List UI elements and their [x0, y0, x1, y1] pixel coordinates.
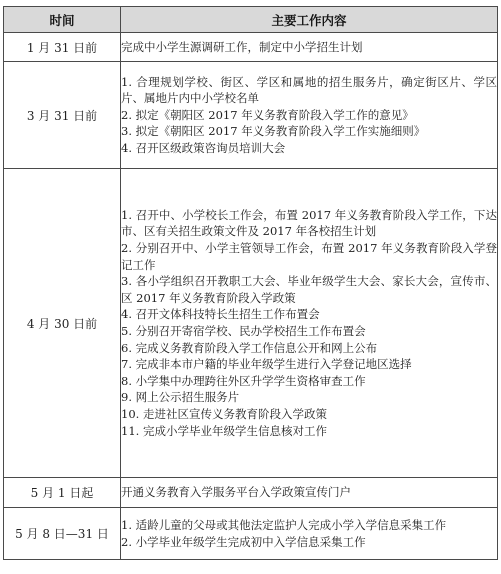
- work-item: 1. 召开中、小学校长工作会，布置 2017 年义务教育阶段入学工作，下达市、区有关招生政策文件及 2017 年各校招生计划: [121, 207, 497, 239]
- row-content: [121, 33, 498, 62]
- work-item: 6. 完成义务教育阶段入学工作信息公开和网上公布: [121, 340, 378, 355]
- work-item: 9. 网上公示招生服务片: [121, 390, 240, 405]
- work-item: 8. 小学集中办理跨往外区升学学生资格审查工作: [121, 373, 366, 388]
- row-content: [121, 478, 498, 508]
- work-item: 2. 拟定《朝阳区 2017 年义务教育阶段入学工作的意见》: [121, 107, 414, 122]
- work-item: 7. 完成非本市户籍的毕业年级学生进行入学登记地区选择: [121, 357, 412, 372]
- table-body: [4, 33, 498, 560]
- enrollment-schedule-table: [3, 6, 498, 560]
- work-item: 11. 完成小学毕业年级学生信息核对工作: [121, 423, 327, 438]
- work-item: 2. 分别召开中、小学主管领导工作会，布置 2017 年义务教育阶段入学登记工作: [121, 241, 497, 272]
- table-row: [4, 33, 498, 62]
- row-content: [121, 62, 498, 169]
- work-item: 完成中小学生源调研工作，制定中小学招生计划: [121, 39, 363, 54]
- row-content: [121, 508, 498, 560]
- row-time: 4 月 30 日前: [4, 169, 121, 478]
- table-row: [4, 478, 498, 508]
- work-item: 3. 各小学组织召开教职工大会、毕业年级学生大会、家长大会，宣传市、区 2017 年义务教育阶段入学政策: [121, 274, 497, 305]
- header-time: 时间: [4, 7, 121, 33]
- row-content: [121, 169, 498, 478]
- header-main-content: 主要工作内容: [121, 7, 498, 33]
- work-item: 5. 分别召开寄宿学校、民办学校招生工作布置会: [121, 324, 366, 338]
- table-row: [4, 62, 498, 169]
- row-time: 5 月 1 日起: [4, 478, 121, 508]
- work-item: 4. 召开文体科技特长生招生工作布置会: [121, 307, 320, 322]
- table-row: [4, 169, 498, 478]
- work-item: 2. 小学毕业年级学生完成初中入学信息采集工作: [121, 534, 366, 549]
- work-item: 开通义务教育入学服务平台入学政策宣传门户: [121, 485, 351, 500]
- row-time: 1 月 31 日前: [4, 33, 121, 62]
- work-item: 4. 召开区级政策咨询员培训大会: [121, 140, 286, 155]
- row-time: 5 月 8 日—31 日: [4, 508, 121, 560]
- work-item: 3. 拟定《朝阳区 2017 年义务教育阶段入学工作实施细则》: [121, 124, 426, 139]
- table-row: [4, 508, 498, 560]
- row-time: 3 月 31 日前: [4, 62, 121, 169]
- table-header: [4, 7, 498, 33]
- work-item: 1. 合理规划学校、街区、学区和属地的招生服务片，确定街区片、学区片、属地片内中小学校名单: [121, 74, 497, 106]
- work-item: 10. 走进社区宣传义务教育阶段入学政策: [121, 406, 327, 421]
- work-item: 1. 适龄儿童的父母或其他法定监护人完成小学入学信息采集工作: [121, 517, 447, 532]
- header-row: [4, 7, 498, 33]
